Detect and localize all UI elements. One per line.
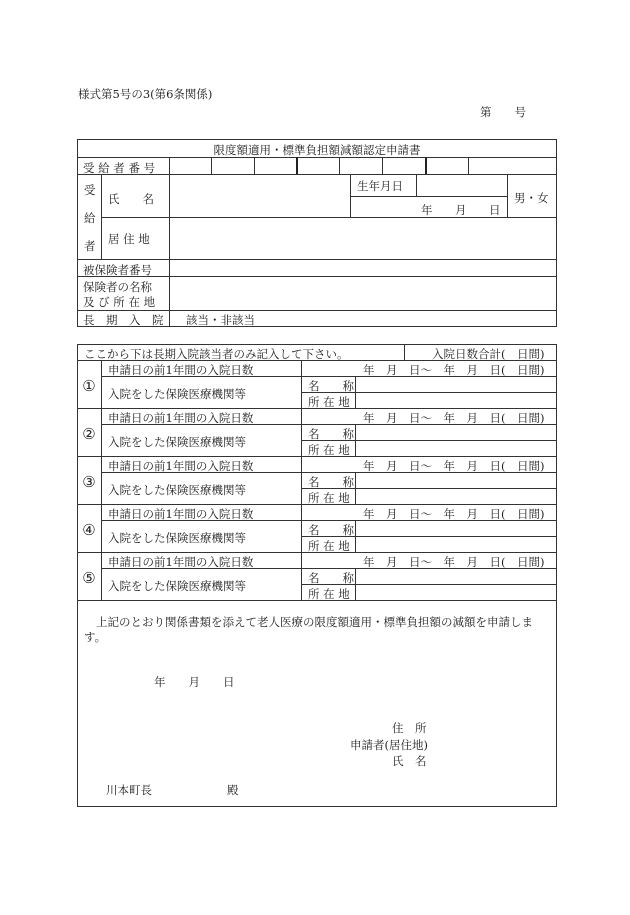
facility-name-label: 名 称 [308,523,354,537]
insured-number-label: 被保険者番号 [83,263,152,277]
recipient-label-3: 者 [84,239,96,253]
facility-label: 入院をした保険医療機関等 [108,483,246,497]
row-number: ⑤ [82,569,96,587]
birth-day: 日 [489,203,501,217]
name-label: 氏 名 [108,192,154,206]
row-number: ④ [82,521,96,539]
facility-name-label: 名 称 [308,379,354,393]
sex-field: 男・女 [514,191,549,205]
facility-address-label: 所 在 地 [308,587,350,601]
days-label: 申請日の前1年間の入院日数 [108,363,254,377]
birth-year: 年 [421,203,433,217]
statement-text-cont: す。 [84,630,107,644]
stay-period: 年 月 日～ 年 月 日( 日間) [363,411,545,425]
facility-address-label: 所 在 地 [308,395,350,409]
facility-name-label: 名 称 [308,571,354,585]
insurer-address-label: 及 び 所 在 地 [83,295,156,309]
total-days: 入院日数合計( 日間) [432,347,545,361]
form-title: 限度額適用・標準負担額減額認定申請書 [213,143,421,157]
facility-address-label: 所 在 地 [308,443,350,457]
long-stay-intro: ここから下は長期入院該当者のみ記入して下さい。 [84,347,349,361]
birth-month: 月 [455,203,467,217]
facility-name-label: 名 称 [308,475,354,489]
recipient-label-1: 受 [84,183,96,197]
long-stay-value: 該当・非該当 [186,313,255,327]
facility-label: 入院をした保険医療機関等 [108,435,246,449]
row-number: ② [82,425,96,443]
facility-address-label: 所 在 地 [308,539,350,553]
facility-label: 入院をした保険医療機関等 [108,387,246,401]
stay-period: 年 月 日～ 年 月 日( 日間) [363,555,545,569]
days-label: 申請日の前1年間の入院日数 [108,459,254,473]
row-number: ① [82,377,96,395]
facility-name-label: 名 称 [308,427,354,441]
document-number: 第 号 [480,105,526,119]
applicant-name-label: 氏 名 [392,754,427,768]
honorific: 殿 [227,783,239,797]
application-date: 年 月 日 [154,675,235,689]
days-label: 申請日の前1年間の入院日数 [108,555,254,569]
recipient-number-label: 受 給 者 番 号 [83,161,156,175]
days-label: 申請日の前1年間の入院日数 [108,507,254,521]
insurer-label: 保険者の名称 [83,280,152,294]
recipient-label-2: 給 [84,211,96,225]
birthdate-label: 生年月日 [357,179,403,193]
stay-period: 年 月 日～ 年 月 日( 日間) [363,507,545,521]
days-label: 申請日の前1年間の入院日数 [108,411,254,425]
applicant-address-label: 住 所 [392,721,427,735]
long-stay-label: 長 期 入 院 [83,313,164,327]
addressee: 川本町長 [106,783,152,797]
form-number: 様式第5号の3(第6条関係) [78,87,213,101]
facility-address-label: 所 在 地 [308,491,350,505]
row-number: ③ [82,473,96,491]
facility-label: 入院をした保険医療機関等 [108,531,246,545]
stay-period: 年 月 日～ 年 月 日( 日間) [363,363,545,377]
facility-label: 入院をした保険医療機関等 [108,579,246,593]
address-label: 居 住 地 [108,232,150,246]
stay-period: 年 月 日～ 年 月 日( 日間) [363,459,545,473]
statement-text: 上記のとおり関係書類を添えて老人医療の限度額適用・標準負担額の減額を申請しま [96,615,533,629]
applicant-label: 申請者(居住地) [350,738,428,752]
